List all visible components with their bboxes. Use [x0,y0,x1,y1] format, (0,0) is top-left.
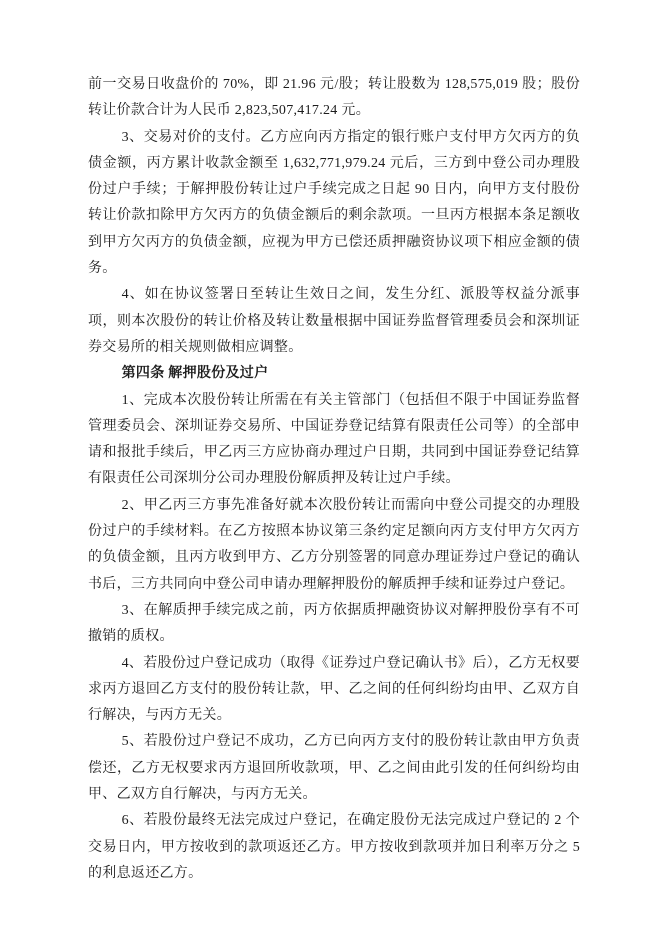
paragraph: 3、在解质押手续完成之前，丙方依据质押融资协议对解押股份享有不可撤销的质权。 [88,602,580,645]
paragraph-continuation: 前一交易日收盘价的 70%，即 21.96 元/股；转让股数为 128,575,019 股；股份转让价款合计为人民币 2,823,507,417.24 元。 [88,77,580,119]
paragraph: 3、交易对价的支付。乙方应向丙方指定的银行账户支付甲方欠丙方的负债金额，丙方累计收款金额至 1,632,771,979.24 元后，三方到中登公司办理股份过户手续；于解押股份转让过户手续完成之日起 90 日内，向甲方支付股份转让价款扣除甲方欠丙方的负债金额后的剩余款项。一旦丙方根据本条足额收到甲方欠丙方的负债金额，应视为甲方已偿还质押融资协议项下相应金额的债务。 [88,129,580,277]
clause-heading: 第四条 解押股份及过户 [121,366,269,382]
paragraph: 2、甲乙丙三方事先准备好就本次股份转让而需向中登公司提交的办理股份过户的手续材料。在乙方按照本协议第三条约定足额向丙方支付甲方欠丙方的负债金额，且丙方收到甲方、乙方分别签署的同意办理证券过户登记的确认书后，三方共同向中登公司申请办理解押股份的解质押手续和证券过户登记。 [88,497,580,592]
paragraph: 4、若股份过户登记成功（取得《证券过户登记确认书》后），乙方无权要求丙方退回乙方支付的股份转让款，甲、乙之间的任何纠纷均由甲、乙双方自行解决，与丙方无关。 [88,655,580,724]
paragraph: 4、如在协议签署日至转让生效日之间，发生分红、派股等权益分派事项，则本次股份的转让价格及转让数量根据中国证券监督管理委员会和深圳证券交易所的相关规则做相应调整。 [88,287,580,355]
paragraph: 5、若股份过户登记不成功，乙方已向丙方支付的股份转让款由甲方负责偿还，乙方无权要求丙方退回所收款项，甲、乙之间由此引发的任何纠纷均由甲、乙双方自行解决，与丙方无关。 [88,734,580,803]
paragraph: 6、若股份最终无法完成过户登记，在确定股份无法完成过户登记的 2 个交易日内，甲方按收到的款项返还乙方。甲方按收到款项并加日利率万分之 5 的利息返还乙方。 [88,813,580,881]
document-body [88,72,580,887]
paragraph: 1、完成本次股份转让所需在有关主管部门（包括但不限于中国证券监督管理委员会、深圳证券交易所、中国证券登记结算有限责任公司等）的全部申请和报批手续后，甲乙丙三方应协商办理过户日期，共同到中国证券登记结算有限责任公司深圳分公司办理股份解质押及转让过户手续。 [88,392,580,487]
